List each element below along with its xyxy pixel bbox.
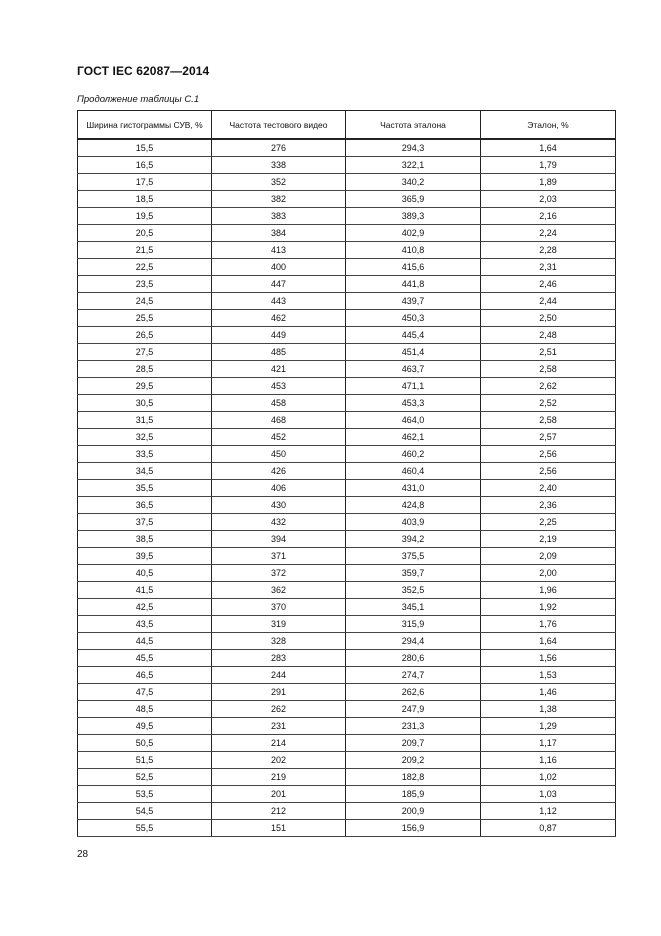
table-row	[78, 548, 616, 565]
cell-reference-frequency: 322,1	[346, 157, 481, 174]
table-row	[78, 735, 616, 752]
cell-histogram-width: 23,5	[78, 276, 212, 293]
cell-reference-frequency: 410,8	[346, 242, 481, 259]
cell-reference-percent: 2,48	[481, 327, 616, 344]
cell-reference-percent: 1,89	[481, 174, 616, 191]
cell-reference-frequency: 445,4	[346, 327, 481, 344]
cell-test-video-frequency: 449	[212, 327, 346, 344]
cell-reference-percent: 2,58	[481, 361, 616, 378]
cell-test-video-frequency: 219	[212, 769, 346, 786]
cell-test-video-frequency: 468	[212, 412, 346, 429]
cell-reference-frequency: 441,8	[346, 276, 481, 293]
table-row	[78, 633, 616, 650]
table-row	[78, 344, 616, 361]
cell-test-video-frequency: 372	[212, 565, 346, 582]
cell-reference-frequency: 450,3	[346, 310, 481, 327]
cell-test-video-frequency: 231	[212, 718, 346, 735]
cell-histogram-width: 21,5	[78, 242, 212, 259]
cell-histogram-width: 27,5	[78, 344, 212, 361]
cell-reference-frequency: 280,6	[346, 650, 481, 667]
cell-reference-frequency: 247,9	[346, 701, 481, 718]
cell-reference-frequency: 294,4	[346, 633, 481, 650]
cell-test-video-frequency: 262	[212, 701, 346, 718]
cell-histogram-width: 20,5	[78, 225, 212, 242]
cell-reference-frequency: 345,1	[346, 599, 481, 616]
cell-reference-frequency: 394,2	[346, 531, 481, 548]
table-row	[78, 276, 616, 293]
cell-test-video-frequency: 383	[212, 208, 346, 225]
cell-reference-percent: 1,03	[481, 786, 616, 803]
cell-histogram-width: 39,5	[78, 548, 212, 565]
cell-reference-frequency: 460,2	[346, 446, 481, 463]
cell-test-video-frequency: 450	[212, 446, 346, 463]
table-row	[78, 480, 616, 497]
table-row	[78, 786, 616, 803]
cell-reference-frequency: 463,7	[346, 361, 481, 378]
table-row	[78, 446, 616, 463]
cell-reference-percent: 2,50	[481, 310, 616, 327]
cell-test-video-frequency: 447	[212, 276, 346, 293]
cell-reference-frequency: 352,5	[346, 582, 481, 599]
table-row	[78, 514, 616, 531]
cell-reference-frequency: 389,3	[346, 208, 481, 225]
column-header-reference-frequency: Частота эталона	[346, 111, 481, 140]
cell-histogram-width: 41,5	[78, 582, 212, 599]
cell-reference-percent: 1,79	[481, 157, 616, 174]
cell-test-video-frequency: 458	[212, 395, 346, 412]
cell-reference-frequency: 209,7	[346, 735, 481, 752]
cell-reference-percent: 1,29	[481, 718, 616, 735]
cell-test-video-frequency: 384	[212, 225, 346, 242]
cell-histogram-width: 44,5	[78, 633, 212, 650]
data-table	[77, 110, 616, 837]
cell-reference-frequency: 402,9	[346, 225, 481, 242]
cell-histogram-width: 45,5	[78, 650, 212, 667]
cell-test-video-frequency: 291	[212, 684, 346, 701]
cell-histogram-width: 46,5	[78, 667, 212, 684]
cell-histogram-width: 36,5	[78, 497, 212, 514]
cell-reference-frequency: 182,8	[346, 769, 481, 786]
cell-histogram-width: 43,5	[78, 616, 212, 633]
cell-reference-frequency: 424,8	[346, 497, 481, 514]
table-row	[78, 361, 616, 378]
cell-test-video-frequency: 319	[212, 616, 346, 633]
cell-reference-percent: 2,62	[481, 378, 616, 395]
cell-reference-percent: 2,56	[481, 446, 616, 463]
table-caption: Продолжение таблицы С.1	[77, 94, 200, 105]
cell-reference-percent: 2,52	[481, 395, 616, 412]
cell-reference-frequency: 460,4	[346, 463, 481, 480]
cell-histogram-width: 16,5	[78, 157, 212, 174]
cell-test-video-frequency: 370	[212, 599, 346, 616]
cell-reference-frequency: 464,0	[346, 412, 481, 429]
cell-histogram-width: 42,5	[78, 599, 212, 616]
table-row	[78, 310, 616, 327]
cell-test-video-frequency: 151	[212, 820, 346, 837]
cell-reference-frequency: 451,4	[346, 344, 481, 361]
cell-test-video-frequency: 421	[212, 361, 346, 378]
cell-histogram-width: 40,5	[78, 565, 212, 582]
cell-reference-percent: 2,31	[481, 259, 616, 276]
cell-histogram-width: 17,5	[78, 174, 212, 191]
cell-histogram-width: 29,5	[78, 378, 212, 395]
document-header-title: ГОСТ IEC 62087—2014	[77, 64, 210, 78]
cell-reference-percent: 2,03	[481, 191, 616, 208]
cell-test-video-frequency: 462	[212, 310, 346, 327]
cell-histogram-width: 54,5	[78, 803, 212, 820]
cell-reference-percent: 1,12	[481, 803, 616, 820]
cell-reference-percent: 2,24	[481, 225, 616, 242]
column-header-reference-percent: Эталон, %	[481, 111, 616, 140]
cell-reference-percent: 2,00	[481, 565, 616, 582]
cell-histogram-width: 15,5	[78, 139, 212, 157]
cell-test-video-frequency: 283	[212, 650, 346, 667]
cell-test-video-frequency: 426	[212, 463, 346, 480]
cell-histogram-width: 18,5	[78, 191, 212, 208]
cell-test-video-frequency: 430	[212, 497, 346, 514]
cell-test-video-frequency: 485	[212, 344, 346, 361]
table-row	[78, 139, 616, 157]
table-row	[78, 157, 616, 174]
cell-test-video-frequency: 406	[212, 480, 346, 497]
table-row	[78, 803, 616, 820]
table-header-row	[78, 111, 616, 140]
cell-reference-frequency: 365,9	[346, 191, 481, 208]
cell-reference-percent: 1,96	[481, 582, 616, 599]
cell-reference-frequency: 315,9	[346, 616, 481, 633]
table-row	[78, 378, 616, 395]
cell-reference-frequency: 231,3	[346, 718, 481, 735]
cell-test-video-frequency: 214	[212, 735, 346, 752]
cell-test-video-frequency: 443	[212, 293, 346, 310]
cell-histogram-width: 32,5	[78, 429, 212, 446]
table-row	[78, 293, 616, 310]
cell-test-video-frequency: 394	[212, 531, 346, 548]
cell-histogram-width: 49,5	[78, 718, 212, 735]
cell-reference-frequency: 431,0	[346, 480, 481, 497]
cell-histogram-width: 33,5	[78, 446, 212, 463]
cell-reference-percent: 1,38	[481, 701, 616, 718]
cell-histogram-width: 53,5	[78, 786, 212, 803]
cell-reference-percent: 1,76	[481, 616, 616, 633]
cell-histogram-width: 35,5	[78, 480, 212, 497]
cell-test-video-frequency: 432	[212, 514, 346, 531]
table-row	[78, 718, 616, 735]
cell-test-video-frequency: 201	[212, 786, 346, 803]
page-number: 28	[77, 849, 89, 860]
cell-test-video-frequency: 362	[212, 582, 346, 599]
cell-histogram-width: 24,5	[78, 293, 212, 310]
cell-test-video-frequency: 244	[212, 667, 346, 684]
table-row	[78, 565, 616, 582]
cell-test-video-frequency: 452	[212, 429, 346, 446]
table-row	[78, 616, 616, 633]
cell-reference-percent: 2,51	[481, 344, 616, 361]
table-row	[78, 531, 616, 548]
table-body	[78, 139, 616, 837]
cell-reference-percent: 2,40	[481, 480, 616, 497]
table-header	[78, 111, 616, 140]
cell-histogram-width: 31,5	[78, 412, 212, 429]
table-row	[78, 208, 616, 225]
table-row	[78, 582, 616, 599]
cell-test-video-frequency: 212	[212, 803, 346, 820]
cell-histogram-width: 51,5	[78, 752, 212, 769]
table-row	[78, 463, 616, 480]
cell-test-video-frequency: 352	[212, 174, 346, 191]
cell-histogram-width: 37,5	[78, 514, 212, 531]
cell-reference-percent: 2,28	[481, 242, 616, 259]
cell-reference-frequency: 262,6	[346, 684, 481, 701]
table-row	[78, 701, 616, 718]
cell-reference-percent: 2,57	[481, 429, 616, 446]
cell-test-video-frequency: 453	[212, 378, 346, 395]
cell-reference-frequency: 415,6	[346, 259, 481, 276]
cell-histogram-width: 34,5	[78, 463, 212, 480]
cell-reference-percent: 2,56	[481, 463, 616, 480]
cell-histogram-width: 55,5	[78, 820, 212, 837]
table-row	[78, 667, 616, 684]
cell-reference-percent: 2,16	[481, 208, 616, 225]
cell-histogram-width: 19,5	[78, 208, 212, 225]
cell-reference-percent: 0,87	[481, 820, 616, 837]
cell-test-video-frequency: 371	[212, 548, 346, 565]
cell-histogram-width: 25,5	[78, 310, 212, 327]
cell-reference-frequency: 200,9	[346, 803, 481, 820]
cell-test-video-frequency: 202	[212, 752, 346, 769]
cell-histogram-width: 22,5	[78, 259, 212, 276]
cell-histogram-width: 30,5	[78, 395, 212, 412]
cell-reference-percent: 1,92	[481, 599, 616, 616]
cell-reference-frequency: 462,1	[346, 429, 481, 446]
cell-histogram-width: 48,5	[78, 701, 212, 718]
cell-test-video-frequency: 400	[212, 259, 346, 276]
table-row	[78, 327, 616, 344]
cell-reference-frequency: 156,9	[346, 820, 481, 837]
cell-reference-percent: 1,53	[481, 667, 616, 684]
cell-test-video-frequency: 382	[212, 191, 346, 208]
cell-reference-percent: 2,09	[481, 548, 616, 565]
column-header-histogram-width: Ширина гистограммы СУВ, %	[78, 111, 212, 140]
table-row	[78, 225, 616, 242]
table-row	[78, 650, 616, 667]
table-row	[78, 191, 616, 208]
cell-reference-frequency: 453,3	[346, 395, 481, 412]
cell-histogram-width: 28,5	[78, 361, 212, 378]
cell-reference-percent: 1,16	[481, 752, 616, 769]
table-row	[78, 174, 616, 191]
cell-reference-percent: 2,36	[481, 497, 616, 514]
cell-reference-percent: 1,02	[481, 769, 616, 786]
cell-reference-percent: 1,64	[481, 633, 616, 650]
cell-histogram-width: 50,5	[78, 735, 212, 752]
cell-reference-frequency: 209,2	[346, 752, 481, 769]
cell-reference-frequency: 471,1	[346, 378, 481, 395]
cell-test-video-frequency: 413	[212, 242, 346, 259]
cell-reference-frequency: 403,9	[346, 514, 481, 531]
cell-reference-percent: 2,19	[481, 531, 616, 548]
column-header-test-video-frequency: Частота тестового видео	[212, 111, 346, 140]
cell-test-video-frequency: 276	[212, 139, 346, 157]
cell-histogram-width: 26,5	[78, 327, 212, 344]
cell-reference-percent: 1,46	[481, 684, 616, 701]
table-row	[78, 242, 616, 259]
cell-reference-frequency: 359,7	[346, 565, 481, 582]
cell-test-video-frequency: 338	[212, 157, 346, 174]
cell-reference-percent: 1,17	[481, 735, 616, 752]
cell-reference-frequency: 185,9	[346, 786, 481, 803]
cell-histogram-width: 38,5	[78, 531, 212, 548]
table-row	[78, 395, 616, 412]
table-row	[78, 429, 616, 446]
table-row	[78, 259, 616, 276]
cell-reference-frequency: 439,7	[346, 293, 481, 310]
cell-reference-percent: 2,46	[481, 276, 616, 293]
cell-reference-percent: 2,25	[481, 514, 616, 531]
table-row	[78, 769, 616, 786]
table-row	[78, 412, 616, 429]
cell-histogram-width: 52,5	[78, 769, 212, 786]
cell-reference-frequency: 340,2	[346, 174, 481, 191]
cell-reference-percent: 1,56	[481, 650, 616, 667]
cell-reference-percent: 1,64	[481, 139, 616, 157]
cell-reference-frequency: 294,3	[346, 139, 481, 157]
cell-histogram-width: 47,5	[78, 684, 212, 701]
table-row	[78, 820, 616, 837]
table-row	[78, 599, 616, 616]
cell-reference-frequency: 274,7	[346, 667, 481, 684]
cell-reference-percent: 2,58	[481, 412, 616, 429]
table-row	[78, 684, 616, 701]
table-row	[78, 497, 616, 514]
cell-reference-percent: 2,44	[481, 293, 616, 310]
table-row	[78, 752, 616, 769]
cell-reference-frequency: 375,5	[346, 548, 481, 565]
cell-test-video-frequency: 328	[212, 633, 346, 650]
